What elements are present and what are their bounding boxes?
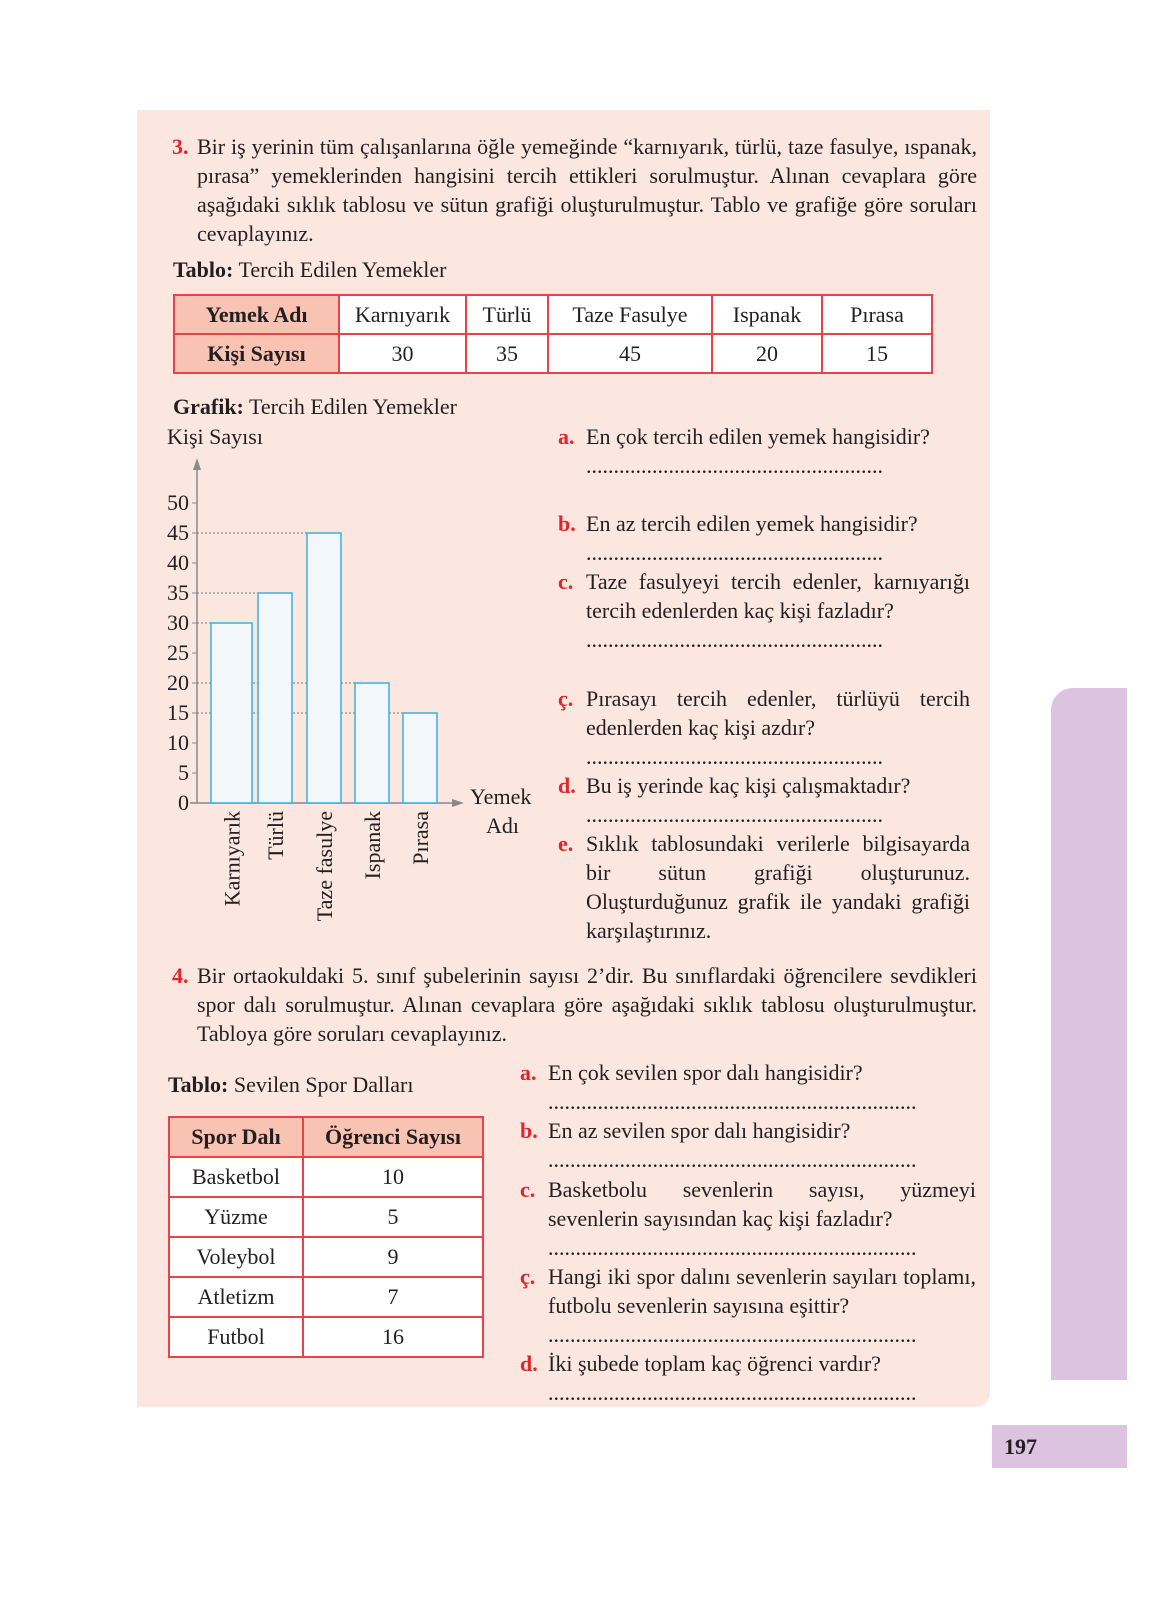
x-axis-label-part: Adı: [486, 813, 519, 838]
q4-number: 4.: [172, 963, 189, 988]
table-cell: 30: [339, 334, 466, 373]
answer-line[interactable]: ...................................................................: [548, 1380, 917, 1405]
question-3: [520, 1262, 976, 1349]
table-header-row: [169, 1117, 483, 1157]
question-letter: a.: [520, 1060, 537, 1085]
question-5: [558, 829, 970, 945]
table-cell: Ispanak: [712, 295, 822, 334]
y-tick-label: 45: [167, 520, 189, 545]
table-row: [169, 1277, 483, 1317]
table-cell: 5: [303, 1197, 483, 1237]
y-tick-label: 50: [167, 490, 189, 515]
y-tick-label: 10: [167, 730, 189, 755]
table-cell: 15: [822, 334, 932, 373]
answer-line[interactable]: ......................................................: [586, 802, 883, 827]
q4-text: Bir ortaokuldaki 5. sınıf şubelerinin sayısı 2’dir. Bu sınıflardaki öğrencilere sevdikleri spor dalı sorulmuştur. Alınan cevaplara göre aşağıdaki sıklık tablosu oluşturulmuştur. Tabloya göre soruları cevaplayınız.: [197, 963, 977, 1046]
caption-text: Tercih Edilen Yemekler: [238, 257, 447, 282]
q4-table-caption: [168, 1070, 413, 1099]
table-cell: Pırasa: [822, 295, 932, 334]
answer-line[interactable]: ...................................................................: [548, 1147, 917, 1172]
sports-table: [168, 1116, 484, 1358]
question-3: [558, 684, 970, 771]
row-header: Yemek Adı: [174, 295, 339, 334]
q3-table-caption: [173, 255, 446, 284]
question-2: [558, 567, 970, 654]
x-axis-label-part: Yemek: [470, 784, 532, 809]
question-letter: b.: [520, 1118, 538, 1143]
y-tick-label: 40: [167, 550, 189, 575]
row-header: Kişi Sayısı: [174, 334, 339, 373]
question-text: Bu iş yerinde kaç kişi çalışmaktadır?: [586, 773, 911, 798]
question-text: En az tercih edilen yemek hangisidir?: [586, 511, 918, 536]
question-text: İki şubede toplam kaç öğrenci vardır?: [548, 1351, 881, 1376]
table-cell: 7: [303, 1277, 483, 1317]
q3-graph-caption: [173, 392, 457, 421]
food-table: [173, 294, 933, 374]
question-letter: b.: [558, 511, 576, 536]
table-cell: Karnıyarık: [339, 295, 466, 334]
x-axis-arrow-icon: [452, 799, 464, 807]
question-letter: ç.: [558, 686, 574, 711]
y-tick-label: 25: [167, 640, 189, 665]
caption-label: Tablo:: [168, 1072, 229, 1097]
table-cell: Basketbol: [169, 1157, 303, 1197]
caption-text: Sevilen Spor Dalları: [233, 1072, 414, 1097]
question-text: Taze fasulyeyi tercih edenler, karnıyarığı tercih edenlerden kaç kişi fazladır?: [586, 569, 970, 623]
question-0: [558, 422, 970, 480]
answer-line[interactable]: ......................................................: [586, 453, 883, 478]
q3-text: Bir iş yerinin tüm çalışanlarına öğle yemeğinde “karnıyarık, türlü, taze fasulye, ıspanak, pırasa” yemeklerinden hangisini tercih ettikleri sorulmuştur. Alınan cevaplara göre aşağıdaki sıklık tablosu ve sütun grafiği oluşturulmuştur. Tablo ve grafiğe göre soruları cevaplayınız.: [197, 134, 977, 246]
question-0: [520, 1058, 976, 1116]
table-cell: 10: [303, 1157, 483, 1197]
question-letter: ç.: [520, 1264, 536, 1289]
question-letter: d.: [558, 773, 576, 798]
question-letter: a.: [558, 424, 575, 449]
question-letter: c.: [520, 1177, 536, 1202]
table-row: [169, 1237, 483, 1277]
question-text: Pırasayı tercih edenler, türlüyü tercih edenlerden kaç kişi azdır?: [586, 686, 970, 740]
question-1: [520, 1116, 976, 1174]
bar-0: [211, 623, 252, 803]
answer-line[interactable]: ......................................................: [586, 627, 883, 652]
answer-line[interactable]: ......................................................: [586, 540, 883, 565]
y-tick-label: 35: [167, 580, 189, 605]
y-tick-label: 30: [167, 610, 189, 635]
question-2: [520, 1175, 976, 1262]
x-tick-label: Ispanak: [360, 811, 385, 880]
bar-4: [403, 713, 437, 803]
caption-label: Grafik:: [173, 394, 244, 419]
question-text: Sıklık tablosundaki verilerle bilgisayarda bir sütun grafiği oluşturunuz. Oluşturduğunuz grafik ile yandaki grafiği karşılaştırınız.: [586, 831, 970, 943]
x-tick-label: Türlü: [263, 811, 288, 860]
table-row: [169, 1157, 483, 1197]
x-tick-label: Karnıyarık: [219, 811, 245, 907]
question-1: [558, 509, 970, 567]
x-axis-label-line1: [470, 784, 537, 838]
bar-3: [355, 683, 389, 803]
y-axis-arrow-icon: [193, 458, 201, 470]
x-tick-label: Pırasa: [408, 811, 433, 865]
answer-line[interactable]: ...................................................................: [548, 1322, 917, 1347]
answer-line[interactable]: ...................................................................: [548, 1235, 917, 1260]
question-text: Basketbolu sevenlerin sayısı, yüzmeyi sevenlerin sayısından kaç kişi fazladır?: [548, 1177, 976, 1231]
table-cell: 35: [466, 334, 548, 373]
caption-text: Tercih Edilen Yemekler: [249, 394, 458, 419]
table-cell: Taze Fasulye: [548, 295, 712, 334]
question-letter: e.: [558, 831, 574, 856]
table-row: [169, 1197, 483, 1237]
y-tick-label: 0: [178, 790, 189, 815]
x-tick-label: Taze fasulye: [312, 811, 337, 922]
question-letter: c.: [558, 569, 574, 594]
bar-chart: [150, 420, 550, 950]
table-row: [169, 1317, 483, 1357]
question-text: En çok tercih edilen yemek hangisidir?: [586, 424, 930, 449]
bar-2: [307, 533, 341, 803]
column-header: Spor Dalı: [169, 1117, 303, 1157]
caption-label: Tablo:: [173, 257, 234, 282]
question-text: Hangi iki spor dalını sevenlerin sayıları toplamı, futbolu sevenlerin sayısına eşittir?: [548, 1264, 976, 1318]
y-tick-label: 15: [167, 700, 189, 725]
table-cell: Futbol: [169, 1317, 303, 1357]
table-cell: 16: [303, 1317, 483, 1357]
table-cell: 45: [548, 334, 712, 373]
question-letter: d.: [520, 1351, 538, 1376]
table-cell: Voleybol: [169, 1237, 303, 1277]
question-4: [520, 1349, 976, 1407]
table-cell: Atletizm: [169, 1277, 303, 1317]
y-axis-label: Kişi Sayısı: [167, 424, 263, 449]
table-cell: 9: [303, 1237, 483, 1277]
table-cell: Yüzme: [169, 1197, 303, 1237]
side-tab: [1051, 688, 1127, 1380]
question-text: En çok sevilen spor dalı hangisidir?: [548, 1060, 863, 1085]
column-header: Öğrenci Sayısı: [303, 1117, 483, 1157]
answer-line[interactable]: ...................................................................: [548, 1089, 917, 1114]
question-text: En az sevilen spor dalı hangisidir?: [548, 1118, 851, 1143]
page-number: 197: [992, 1425, 1127, 1468]
bar-1: [258, 593, 292, 803]
table-cell: Türlü: [466, 295, 548, 334]
table-cell: 20: [712, 334, 822, 373]
question-4: [558, 771, 970, 829]
answer-line[interactable]: ......................................................: [586, 744, 883, 769]
y-tick-label: 5: [178, 760, 189, 785]
table-row: [174, 334, 932, 373]
y-tick-label: 20: [167, 670, 189, 695]
q3-number: 3.: [172, 134, 189, 159]
table-row: [174, 295, 932, 334]
